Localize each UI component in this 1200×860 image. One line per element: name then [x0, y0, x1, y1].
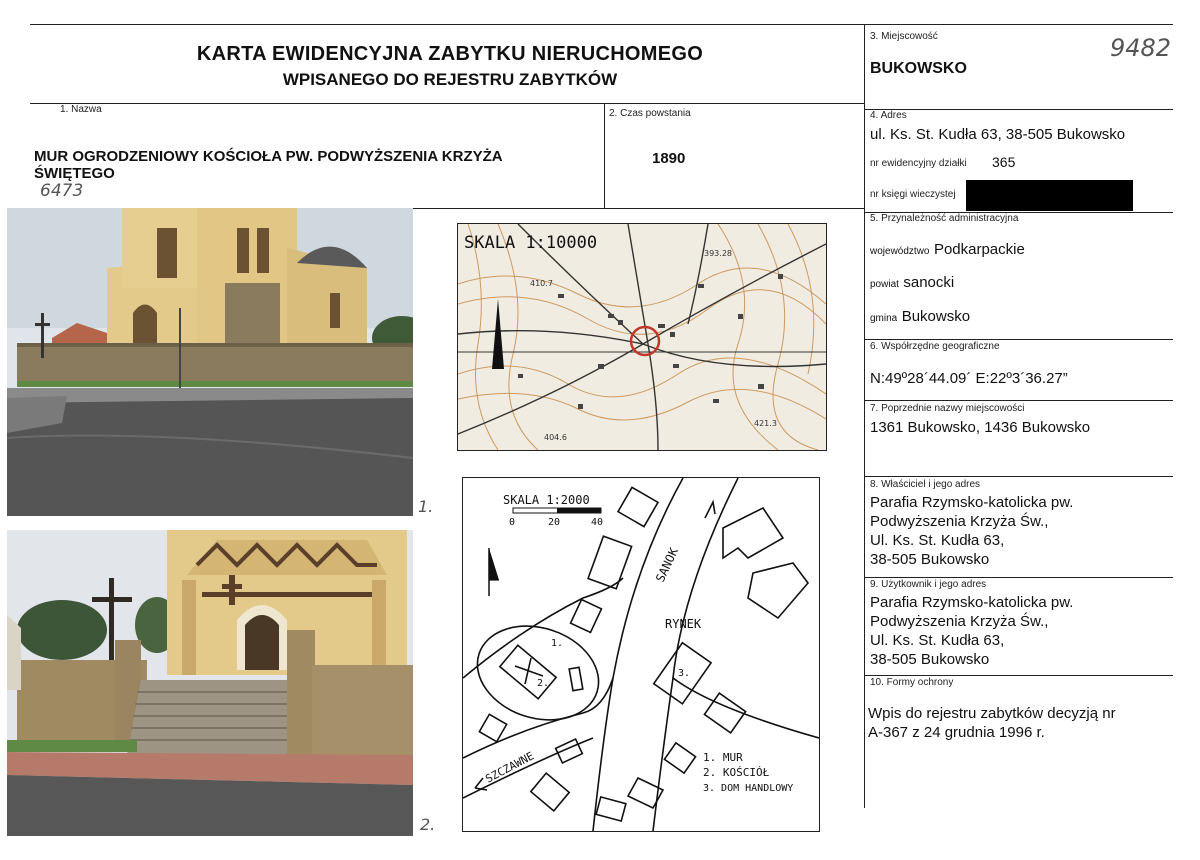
topo-elev3: 404.6	[544, 433, 567, 442]
wlasciciel-label: 8. Właściciel i jego adres	[870, 479, 981, 490]
czas-divider	[604, 104, 605, 208]
powiat-row	[870, 274, 954, 292]
topo-elev2: 410.7	[530, 279, 553, 288]
poprz-value: 1361 Bukowsko, 1436 Bukowsko	[870, 419, 1091, 436]
formy-line1: Wpis do rejestru zabytków decyzją nr	[868, 705, 1116, 722]
gmina-label: gmina	[870, 313, 898, 324]
uzytkownik-line: Parafia Rzymsko-katolicka pw.	[870, 594, 1074, 611]
sep-after-admin	[865, 339, 1173, 340]
topo-scale-text: SKALA 1:10000	[464, 233, 598, 253]
uzytkownik-line: Podwyższenia Krzyża Św.,	[870, 613, 1049, 630]
church-photo-1-illustration	[7, 208, 413, 516]
sketch-map	[462, 477, 820, 832]
sep-after-poprz	[865, 476, 1173, 477]
nazwa-label: 1. Nazwa	[60, 104, 102, 115]
wlasciciel-address	[870, 493, 1073, 569]
sketch-scale-20: 20	[548, 517, 561, 528]
uzytkownik-address	[870, 593, 1073, 669]
sep-after-wsp	[865, 400, 1173, 401]
sep-after-wlasciciel	[865, 577, 1173, 578]
topographic-map	[457, 223, 827, 451]
sketch-scale-40: 40	[591, 517, 604, 528]
sketch-scale-text: SKALA 1:2000	[503, 493, 590, 507]
church-photo-2	[7, 530, 413, 836]
adres-label: 4. Adres	[870, 110, 907, 121]
ksiega-redaction	[966, 180, 1133, 211]
topographic-map-illustration	[458, 224, 826, 450]
frame-divider-right	[864, 24, 865, 808]
topo-elev4: 421.3	[754, 419, 777, 428]
nazwa-value-line1: MUR OGRODZENIOWY KOŚCIOŁA PW. PODWYŻSZENIA KRZYŻA	[34, 148, 503, 165]
czas-value: 1890	[652, 150, 686, 167]
wlasciciel-line: Parafia Rzymsko-katolicka pw.	[870, 494, 1074, 511]
sketch-num-3: 3.	[678, 668, 691, 679]
powiat-value: sanocki	[903, 274, 955, 291]
formy-label: 10. Formy ochrony	[870, 677, 954, 688]
header-bottom-line	[30, 103, 864, 104]
nazwa-handwritten: 6473	[40, 181, 84, 201]
card-title-line1: KARTA EWIDENCYJNA ZABYTKU NIERUCHOMEGO	[196, 43, 704, 65]
sketch-num-1: 1.	[551, 638, 564, 649]
frame-top-line	[30, 24, 1173, 25]
sketch-map-illustration	[463, 478, 819, 831]
admin-label: 5. Przynależność administracyjna	[870, 213, 1019, 224]
wojewodztwo-row	[870, 241, 1025, 259]
gmina-value: Bukowsko	[901, 308, 971, 325]
sketch-label-rynek: RYNEK	[665, 617, 702, 631]
uzytkownik-label: 9. Użytkownik i jego adres	[870, 579, 987, 590]
ksiega-label: nr księgi wieczystej	[870, 189, 956, 200]
sketch-scale-0: 0	[509, 517, 516, 528]
wojewodztwo-label: województwo	[870, 246, 930, 257]
wsp-value: N:49º28´44.09´ E:22º3´36.27”	[870, 370, 1068, 387]
sep-after-uzytkownik	[865, 675, 1173, 676]
photo1-label: 1.	[418, 497, 434, 516]
sketch-num-2: 2.	[537, 678, 550, 689]
uzytkownik-line: 38-505 Bukowsko	[870, 651, 990, 668]
uzytkownik-line: Ul. Ks. St. Kudła 63,	[870, 632, 1005, 649]
dzialka-label: nr ewidencyjny działki	[870, 158, 967, 169]
church-photo-2-illustration	[7, 530, 413, 836]
miejscowosc-value: BUKOWSKO	[870, 60, 967, 77]
powiat-label: powiat	[870, 279, 899, 290]
poprz-label: 7. Poprzednie nazwy miejscowości	[870, 403, 1025, 414]
sketch-legend-2: 2. KOŚCIÓŁ	[703, 766, 770, 779]
sketch-label-szczawne: SZCZAWNE	[483, 749, 537, 786]
dzialka-value: 365	[992, 154, 1016, 170]
miejscowosc-label: 3. Miejscowość	[870, 31, 938, 42]
nazwa-value-line2: ŚWIĘTEGO	[34, 165, 115, 182]
wlasciciel-line: Ul. Ks. St. Kudła 63,	[870, 532, 1005, 549]
sep-after-miejscowosc	[865, 109, 1173, 110]
church-photo-1	[7, 208, 413, 516]
wojewodztwo-value: Podkarpackie	[933, 241, 1025, 258]
sketch-legend-3: 3. DOM HANDLOWY	[703, 783, 794, 794]
wsp-label: 6. Współrzędne geograficzne	[870, 341, 1000, 352]
adres-value: ul. Ks. St. Kudła 63, 38-505 Bukowsko	[870, 126, 1126, 143]
gmina-row	[870, 308, 970, 326]
handwritten-number: 9482	[1110, 34, 1172, 62]
wlasciciel-line: Podwyższenia Krzyża Św.,	[870, 513, 1049, 530]
card-title-line2: WPISANEGO DO REJESTRU ZABYTKÓW	[282, 70, 618, 89]
photo2-label: 2.	[420, 815, 436, 834]
wlasciciel-line: 38-505 Bukowsko	[870, 551, 990, 568]
formy-line2: A-367 z 24 grudnia 1996 r.	[868, 724, 1045, 741]
sketch-legend-1: 1. MUR	[703, 751, 743, 764]
sketch-label-sanok: SANOK	[653, 545, 681, 585]
topo-elev1: 393.28	[704, 249, 732, 258]
czas-label: 2. Czas powstania	[609, 108, 691, 119]
